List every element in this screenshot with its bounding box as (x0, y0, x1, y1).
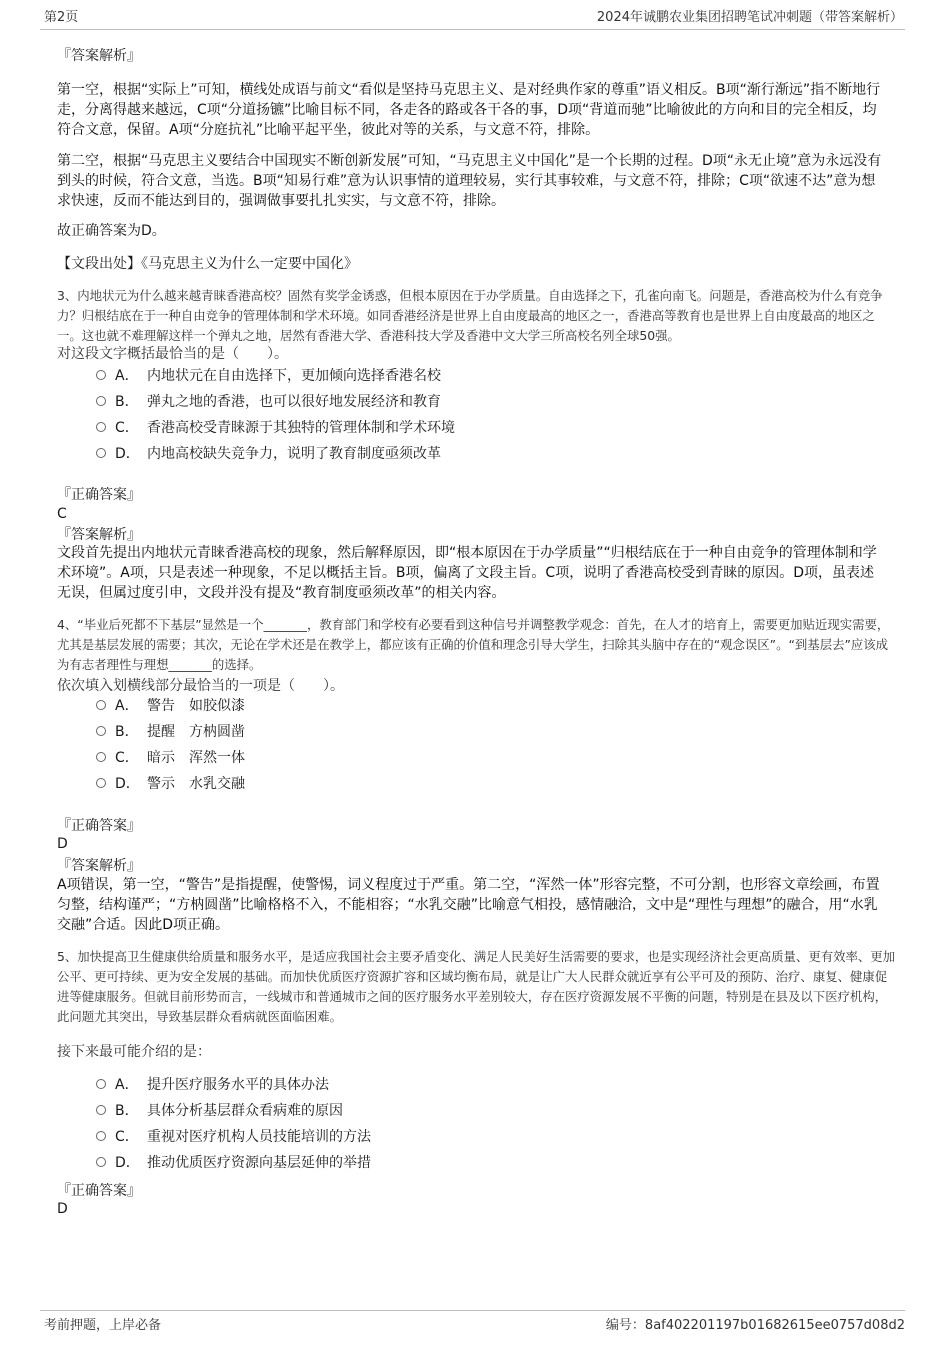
question-5-option-c[interactable]: C． 重视对医疗机构人员技能培训的方法 (96, 1127, 371, 1147)
header-divider (40, 29, 905, 30)
question-5-answer: D (57, 1201, 68, 1217)
question-3-option-c[interactable]: C． 香港高校受青睐源于其独特的管理体制和学术环境 (96, 418, 455, 438)
radio-icon[interactable] (96, 1157, 106, 1167)
question-4-stem: 4、“毕业后死都不下基层”显然是一个_______，教育部门和学校有必要看到这种信号并调整教学观念：首先，在人才的培育上，需要更加贴近现实需要，尤其是基层发展的需要；其次，无论在学术还是在教学上，都应该有正确的价值和理念引导大学生，扫除其头脑中存在的“观念误区”。“到基层去”应该成为有志者理性与理想_______的选择。 (57, 617, 890, 672)
radio-icon[interactable] (96, 1131, 106, 1141)
analysis-paragraph-1: 第一空，根据“实际上”可知，横线处成语与前文“看似是坚持马克思主义、是对经典作家的尊重”语义相反。B项“渐行渐远”指不断地行走，分离得越来越远，C项“分道扬镳”比喻目标不同，各走各的路或各干各的事，D项“背道而驰”比喻彼此的方向和目的完全相反，均符合文意，保留。A项“分庭抗礼”比喻平起平坐，彼此对等的关系，与文意不符，排除。 (57, 82, 881, 138)
radio-icon[interactable] (96, 700, 106, 710)
page-number: 第2页 (44, 10, 79, 25)
question-4-analysis: A项错误，第一空，“警告”是指提醒，使警惕，词义程度过于严重。第二空，“浑然一体”形容完整，不可分割，也形容文章绘画，布置匀整，结构谨严；“方枘圆凿”比喻格格不入，不能相容；“水乳交融”比喻意气相投，感情融洽，文中是“理性与理想”的融合，用“水乳交融”合适。因此D项正确。 (57, 877, 880, 933)
analysis-label: 『答案解析』 (57, 48, 141, 64)
question-5-stem: 5、加快提高卫生健康供给质量和服务水平，是适应我国社会主要矛盾变化、满足人民美好生活需要的要求，也是实现经济社会更高质量、更有效率、更加公平、更可持续、更为安全发展的基础。而加快优质医疗资源扩容和区域均衡布局，就是让广大人民群众就近享有公平可及的预防、治疗、康复、健康促进等健康服务。但就目前形势而言，一线城市和普通城市之间的医疗服务水平差别较大，存在医疗资源发展不平衡的问题，特别是在县及以下医疗机构，此问题尤其突出，导致基层群众看病就医面临困难。 (57, 949, 896, 1024)
document-title: 2024年诚鹏农业集团招聘笔试冲刺题（带答案解析） (596, 10, 903, 25)
question-5-prompt: 接下来最可能介绍的是： (57, 1044, 211, 1060)
question-3-answer: C (57, 506, 67, 522)
source-citation: 【文段出处】《马克思主义为什么一定要中国化》 (57, 256, 358, 272)
question-3-stem: 3、内地状元为什么越来越青睐香港高校？固然有奖学金诱惑，但根本原因在于办学质量。自由选择之下，孔雀向南飞。问题是，香港高校为什么有竞争力？归根结底在于一种自由竞争的管理体制和学术环境。如同香港经济是世界上自由度最高的地区之一，香港高等教育也是世界上自由度最高的地区之一。这也就不难理解这样一个弹丸之地，居然有香港大学、香港科技大学及香港中文大学三所高校名列全球50强。 (57, 288, 883, 343)
question-4-option-b[interactable]: B． 提醒 方枘圆凿 (96, 722, 245, 742)
radio-icon[interactable] (96, 1105, 106, 1115)
question-5-option-b[interactable]: B． 具体分析基层群众看病难的原因 (96, 1101, 343, 1121)
radio-icon[interactable] (96, 726, 106, 736)
radio-icon[interactable] (96, 752, 106, 762)
question-5-option-a[interactable]: A． 提升医疗服务水平的具体办法 (96, 1075, 329, 1095)
question-3-prompt: 对这段文字概括最恰当的是（ ）。 (57, 346, 288, 362)
radio-icon[interactable] (96, 396, 106, 406)
radio-icon[interactable] (96, 778, 106, 788)
question-4-option-c[interactable]: C． 暗示 浑然一体 (96, 748, 245, 768)
question-4-option-a[interactable]: A． 警告 如胶似漆 (96, 696, 245, 716)
question-5-answer-label: 『正确答案』 (57, 1183, 141, 1199)
question-3-option-a[interactable]: A． 内地状元在自由选择下，更加倾向选择香港名校 (96, 366, 441, 386)
question-3-option-d[interactable]: D． 内地高校缺失竞争力，说明了教育制度亟须改革 (96, 444, 441, 464)
question-3-option-b[interactable]: B． 弹丸之地的香港，也可以很好地发展经济和教育 (96, 392, 441, 412)
question-4-prompt: 依次填入划横线部分最恰当的一项是（ ）。 (57, 678, 344, 694)
analysis-conclusion: 故正确答案为D。 (57, 223, 166, 239)
footer-slogan: 考前押题，上岸必备 (44, 1318, 162, 1333)
radio-icon[interactable] (96, 1079, 106, 1089)
radio-icon[interactable] (96, 448, 106, 458)
question-4-analysis-label: 『答案解析』 (57, 858, 141, 874)
radio-icon[interactable] (96, 422, 106, 432)
question-4-answer: D (57, 836, 68, 852)
footer-divider (40, 1310, 905, 1311)
analysis-paragraph-2: 第二空，根据“马克思主义要结合中国现实不断创新发展”可知，“马克思主义中国化”是一个长期的过程。D项“永无止境”意为永远没有到头的时候，符合文意，当选。B项“知易行难”意为认识事情的道理较易，实行其事较难，与文意不符，排除；C项“欲速不达”意为想求快速，反而不能达到目的，强调做事要扎扎实实，与文意不符，排除。 (57, 153, 882, 209)
question-4-option-d[interactable]: D． 警示 水乳交融 (96, 774, 245, 794)
radio-icon[interactable] (96, 370, 106, 380)
question-3-analysis: 文段首先提出内地状元青睐香港高校的现象，然后解释原因，即“根本原因在于办学质量”“归根结底在于一种自由竞争的管理体制和学术环境”。A项，只是表述一种现象，不足以概括主旨。B项，偏离了文段主旨。C项，说明了香港高校受到青睐的原因。D项，虽表述无误，但属过度引申，文段并没有提及“教育制度亟须改革”的相关内容。 (57, 545, 877, 601)
question-3-answer-label: 『正确答案』 (57, 487, 141, 503)
question-3-analysis-label: 『答案解析』 (57, 527, 141, 543)
question-5-option-d[interactable]: D． 推动优质医疗资源向基层延伸的举措 (96, 1153, 371, 1173)
footer-serial-number: 编号：8af402201197b01682615ee0757d08d2 (605, 1318, 905, 1333)
question-4-answer-label: 『正确答案』 (57, 818, 141, 834)
